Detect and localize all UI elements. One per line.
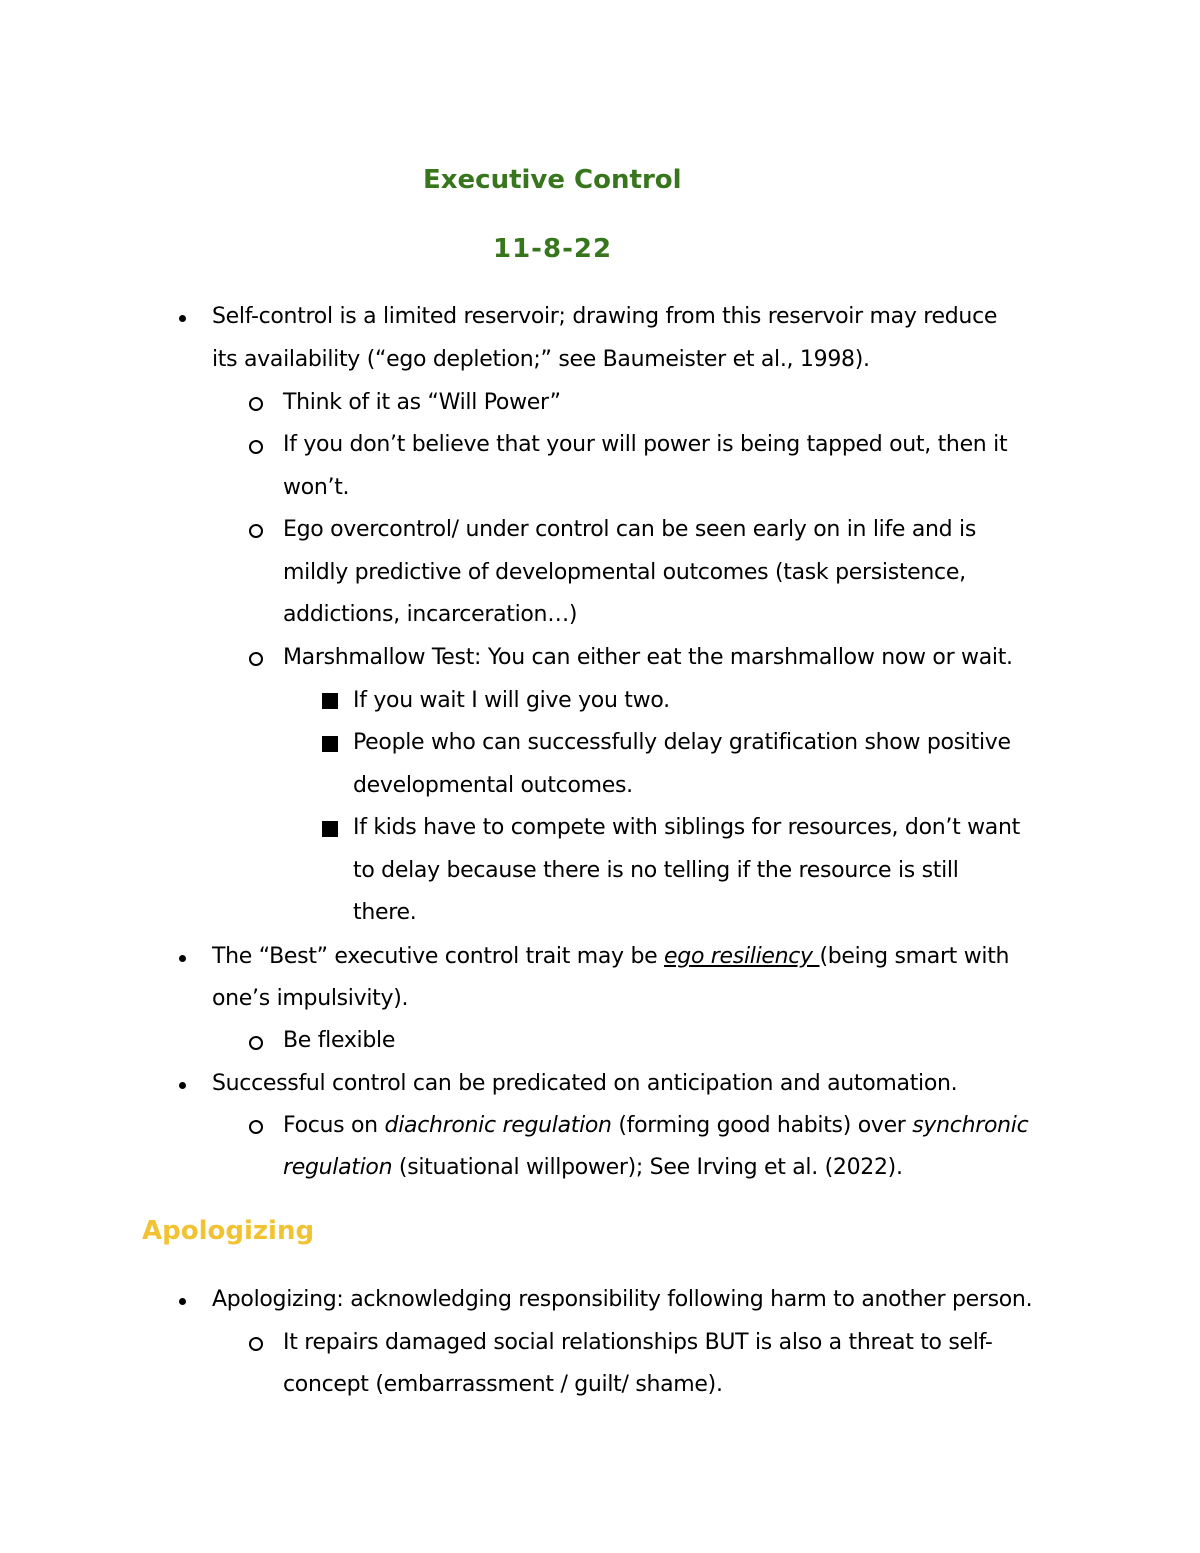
sub-list-item-line: If you don’t believe that your will power is being tapped out, then it	[283, 432, 1008, 457]
sub-sub-list-item: If you wait I will give you two.	[353, 688, 670, 713]
sub-list-item: Marshmallow Test: You can either eat the marshmallow now or wait.	[283, 645, 1013, 670]
emphasized-term: diachronic regulation	[384, 1113, 612, 1138]
bullet-circle	[249, 1036, 263, 1050]
bullet-square	[322, 736, 338, 752]
sub-list-item: Think of it as “Will Power”	[283, 390, 561, 415]
list-item-line: Self-control is a limited reservoir; drawing from this reservoir may reduce	[212, 304, 998, 329]
text-run: Focus on	[283, 1113, 385, 1138]
sub-sub-list-item-line: to delay because there is no telling if the resource is still	[353, 858, 959, 883]
sub-sub-list-item-line: If kids have to compete with siblings for resources, don’t want	[353, 815, 1020, 840]
bullet-dot	[179, 315, 186, 322]
sub-list-item-line: won’t.	[283, 475, 350, 500]
bullet-dot	[179, 1082, 186, 1089]
page-title: Executive Control	[423, 165, 682, 195]
sub-list-item-line	[283, 1111, 1028, 1141]
sub-list-item-line	[283, 1153, 903, 1183]
emphasized-term: synchronic	[912, 1113, 1029, 1138]
sub-list-item-line: concept (embarrassment / guilt/ shame).	[283, 1372, 723, 1397]
sub-sub-list-item-line: there.	[353, 900, 417, 925]
bullet-circle	[249, 440, 263, 454]
sub-sub-list-item-line: developmental outcomes.	[353, 773, 633, 798]
text-run: (being smart with	[819, 944, 1010, 969]
text-run: (situational willpower); See Irving et al. (2022).	[392, 1155, 903, 1180]
page-date: 11-8-22	[493, 234, 613, 264]
bullet-circle	[249, 397, 263, 411]
bullet-circle	[249, 1337, 263, 1351]
bullet-dot	[179, 955, 186, 962]
text-run: The “Best” executive control trait may be	[212, 944, 665, 969]
sub-sub-list-item-line: People who can successfully delay gratification show positive	[353, 730, 1011, 755]
list-item-line: its availability (“ego depletion;” see Baumeister et al., 1998).	[212, 347, 870, 372]
sub-list-item-line: Ego overcontrol/ under control can be seen early on in life and is	[283, 517, 976, 542]
sub-list-item-line: mildly predictive of developmental outcomes (task persistence,	[283, 560, 966, 585]
list-item-line	[212, 942, 1009, 972]
list-item-line: one’s impulsivity).	[212, 986, 409, 1011]
bullet-circle	[249, 652, 263, 666]
emphasized-term: regulation	[283, 1155, 393, 1180]
sub-list-item: Be flexible	[283, 1028, 396, 1053]
sub-list-item-line: addictions, incarceration…)	[283, 602, 578, 627]
list-item-line: Successful control can be predicated on anticipation and automation.	[212, 1071, 958, 1096]
list-item-line: Apologizing: acknowledging responsibility following harm to another person.	[212, 1287, 1033, 1312]
bullet-circle	[249, 524, 263, 538]
sub-list-item-line: It repairs damaged social relationships BUT is also a threat to self-	[283, 1330, 993, 1355]
bullet-circle	[249, 1120, 263, 1134]
text-run: (forming good habits) over	[611, 1113, 913, 1138]
emphasized-term: ego resiliency	[664, 944, 820, 969]
bullet-dot	[179, 1298, 186, 1305]
bullet-square	[322, 693, 338, 709]
section-heading: Apologizing	[142, 1216, 315, 1246]
bullet-square	[322, 821, 338, 837]
